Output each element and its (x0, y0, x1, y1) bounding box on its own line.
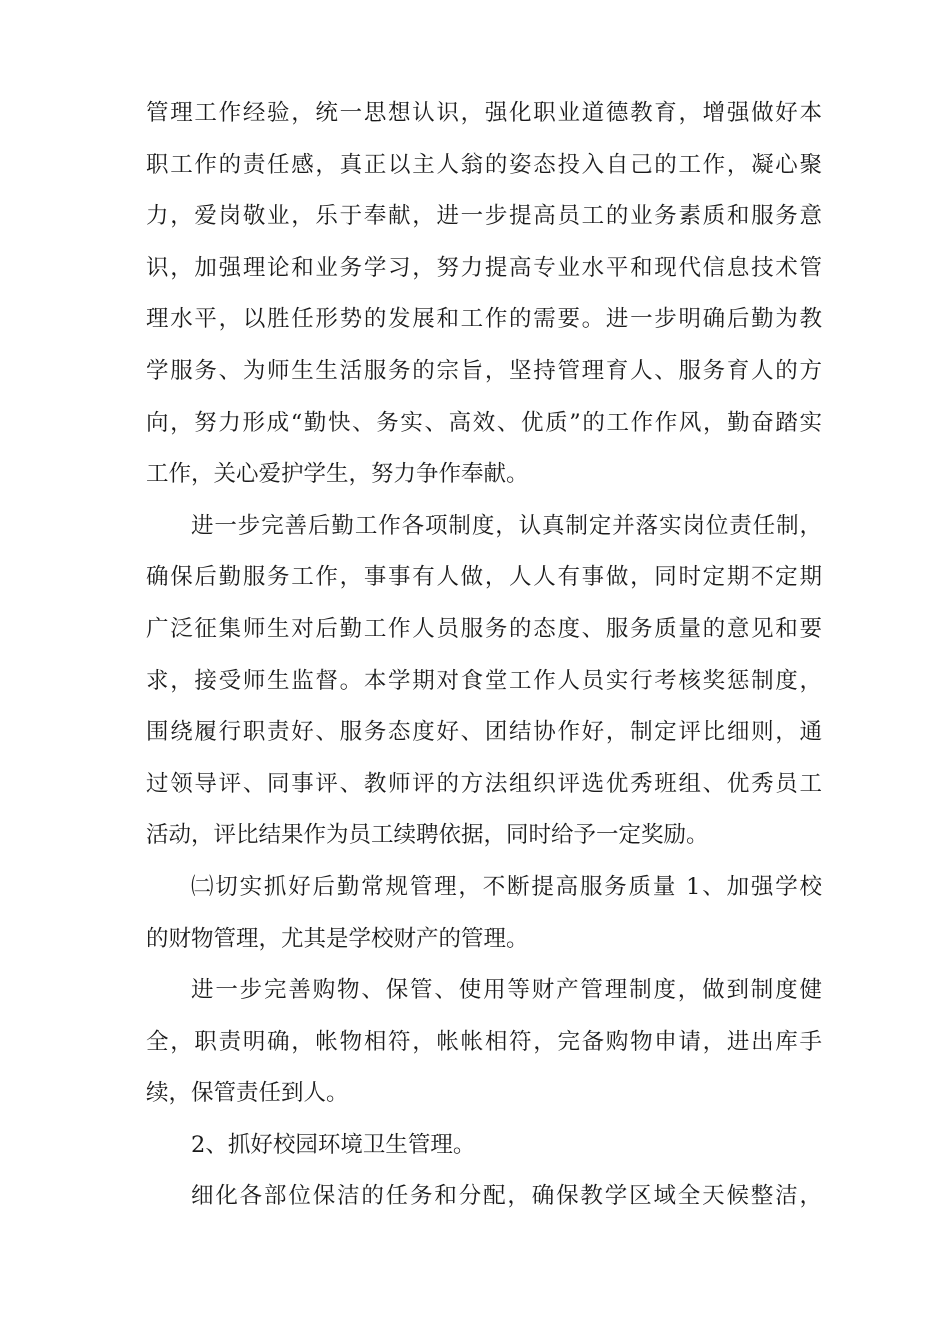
paragraph-2-line-2: 确保后勤服务工作，事事有人做，人人有事做，同时定期不定期 (146, 564, 822, 591)
paragraph-1-line-3: 力，爱岗敬业，乐于奉献，进一步提高员工的业务素质和服务意 (146, 203, 822, 230)
paragraph-2-line-3: 广泛征集师生对后勤工作人员服务的态度、服务质量的意见和要 (146, 615, 822, 642)
paragraph-1-line-2: 职工作的责任感，真正以主人翁的姿态投入自己的工作，凝心聚 (146, 151, 822, 178)
paragraph-2-line-1: 进一步完善后勤工作各项制度，认真制定并落实岗位责任制， (191, 512, 822, 539)
paragraph-2-line-5: 围绕履行职责好、服务态度好、团结协作好，制定评比细则，通 (146, 719, 822, 746)
paragraph-2-line-4: 求，接受师生监督。本学期对食堂工作人员实行考核奖惩制度， (146, 667, 822, 694)
document-body (146, 88, 822, 1223)
paragraph-3-line-1: ㈡切实抓好后勤常规管理，不断提高服务质量 1、加强学校 (191, 873, 822, 900)
paragraph-4-line-3: 续，保管责任到人。 (146, 1080, 349, 1107)
paragraph-1-line-6: 学服务、为师生生活服务的宗旨，坚持管理育人、服务育人的方 (146, 357, 822, 384)
paragraph-2-line-6: 过领导评、同事评、教师评的方法组织评选优秀班组、优秀员工 (146, 770, 822, 797)
paragraph-4-line-1: 进一步完善购物、保管、使用等财产管理制度，做到制度健 (191, 977, 822, 1004)
paragraph-1-line-4: 识，加强理论和业务学习，努力提高专业水平和现代信息技术管 (146, 254, 822, 281)
paragraph-1-line-5: 理水平，以胜任形势的发展和工作的需要。进一步明确后勤为教 (146, 306, 822, 333)
paragraph-3-line-2: 的财物管理，尤其是学校财产的管理。 (146, 925, 529, 952)
paragraph-1-line-8: 工作，关心爱护学生，努力争作奉献。 (146, 461, 529, 488)
paragraph-2-line-7: 活动，评比结果作为员工续聘依据，同时给予一定奖励。 (146, 822, 709, 849)
paragraph-6-line-1: 细化各部位保洁的任务和分配，确保教学区域全天候整洁， (191, 1183, 822, 1210)
paragraph-5-line-1: 2、抓好校园环境卫生管理。 (191, 1131, 476, 1158)
paragraph-1-line-7: 向，努力形成“勤快、务实、高效、优质”的工作作风，勤奋踏实 (146, 409, 822, 436)
paragraph-4-line-2: 全，职责明确，帐物相符，帐帐相符，完备购物申请，进出库手 (146, 1028, 822, 1055)
paragraph-1-line-1: 管理工作经验，统一思想认识，强化职业道德教育，增强做好本 (146, 100, 822, 126)
